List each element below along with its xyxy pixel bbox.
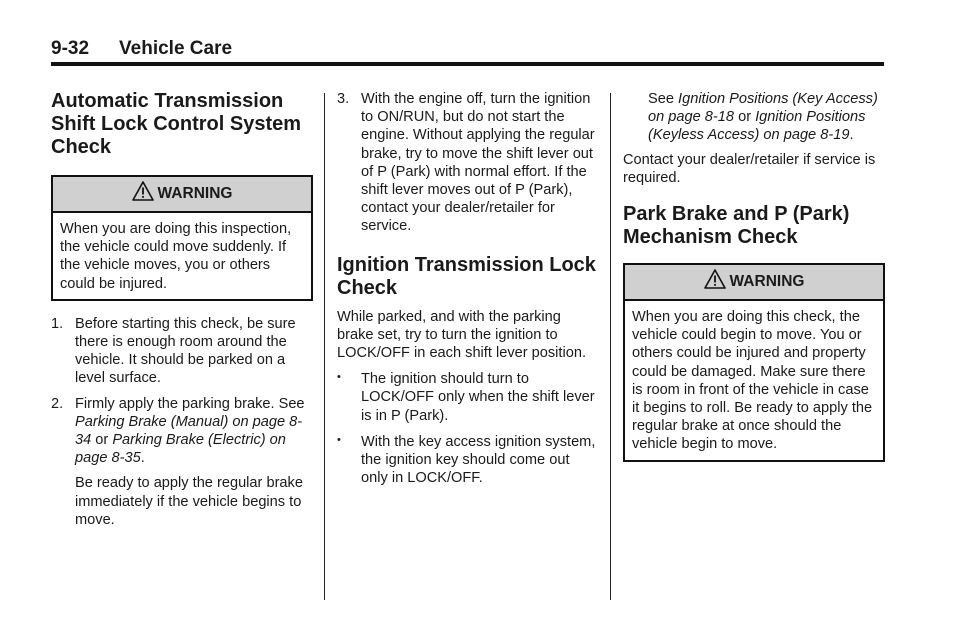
step-number: 1.: [51, 315, 64, 332]
step-3: [337, 90, 599, 236]
section-title: Vehicle Care: [119, 38, 233, 59]
warning-triangle-icon: [132, 181, 154, 201]
warning-text: When you are doing this inspection, the vehicle could move suddenly. If the vehicle moves, you or others could be injured.: [60, 221, 292, 292]
park-brake-heading: Park Brake and P (Park) Mechanism Check: [623, 203, 850, 249]
warning-label: WARNING: [729, 273, 805, 291]
bullet-item: [337, 370, 599, 425]
note-text: .: [849, 127, 854, 144]
cross-reference-link[interactable]: Parking Brake (Electric) on page 8-35: [75, 432, 286, 467]
shift-lock-heading: Automatic Transmission Shift Lock Control System Check: [51, 90, 302, 158]
ignition-lock-heading: Ignition Transmission Lock Check: [337, 253, 596, 299]
column-3: [623, 90, 885, 476]
page-number: 9-32: [51, 38, 90, 59]
column-2: [337, 90, 599, 494]
step-number: 2.: [51, 395, 64, 412]
warning-box: [623, 263, 885, 462]
step-text: Firmly apply the parking brake. See: [75, 395, 305, 412]
column-divider-2: [610, 93, 611, 600]
warning-header: [53, 177, 311, 213]
note-text: or: [734, 109, 756, 126]
warning-label: WARNING: [157, 185, 233, 202]
step-number: 3.: [337, 91, 350, 107]
step-2-note: Be ready to apply the regular brake immediately if the vehicle begins to move.: [75, 475, 303, 528]
see-also-note: [623, 90, 885, 145]
column-divider-1: [324, 93, 325, 600]
step-text: Before starting this check, be sure there is enough room around the vehicle. It should be parked on a level surface.: [75, 315, 296, 387]
cross-reference-link[interactable]: Ignition Positions (Key Access) on page 8-18: [648, 91, 878, 126]
cross-reference-link[interactable]: Ignition Positions (Keyless Access) on page 8-19: [648, 109, 866, 144]
warning-triangle-icon: [704, 269, 726, 289]
step-1: [51, 315, 313, 388]
ignition-lock-intro: While parked, and with the parking brake set, try to turn the ignition to LOCK/OFF in each shift lever position.: [337, 308, 587, 362]
step-text: or: [91, 432, 113, 449]
step-text: .: [140, 450, 145, 467]
bullet-text: With the key access ignition system, the ignition key should come out only in LOCK/OFF.: [361, 433, 596, 487]
cross-reference-link[interactable]: Parking Brake (Manual) on page 8-34: [75, 413, 303, 449]
contact-note: Contact your dealer/retailer if service is required.: [623, 151, 876, 186]
warning-text: When you are doing this check, the vehicle could begin to move. You or others could be injured and property could be damaged. Make sure there is room in front of the vehicle in case it begins to roll. Be ready to apply the regular brake at once should the vehicle begin to move.: [632, 309, 873, 453]
header-rule: [51, 62, 884, 66]
step-2: [51, 395, 313, 468]
bullet-mark: •: [337, 371, 341, 384]
warning-header: [625, 265, 883, 301]
column-1: [51, 90, 313, 535]
step-text: With the engine off, turn the ignition to ON/RUN, but do not start the engine. Without applying the regular brake, try to move the shift lever out of P (Park) with normal effort. If the shift lever moves out of P (Park), contact your dealer/retailer for service.: [361, 91, 595, 235]
bullet-text: The ignition should turn to LOCK/OFF only when the shift lever is in P (Park).: [361, 371, 595, 424]
running-header: [51, 38, 232, 60]
note-text: See: [648, 91, 679, 107]
warning-box: [51, 175, 313, 301]
bullet-mark: •: [337, 433, 341, 446]
bullet-item: [337, 433, 599, 488]
